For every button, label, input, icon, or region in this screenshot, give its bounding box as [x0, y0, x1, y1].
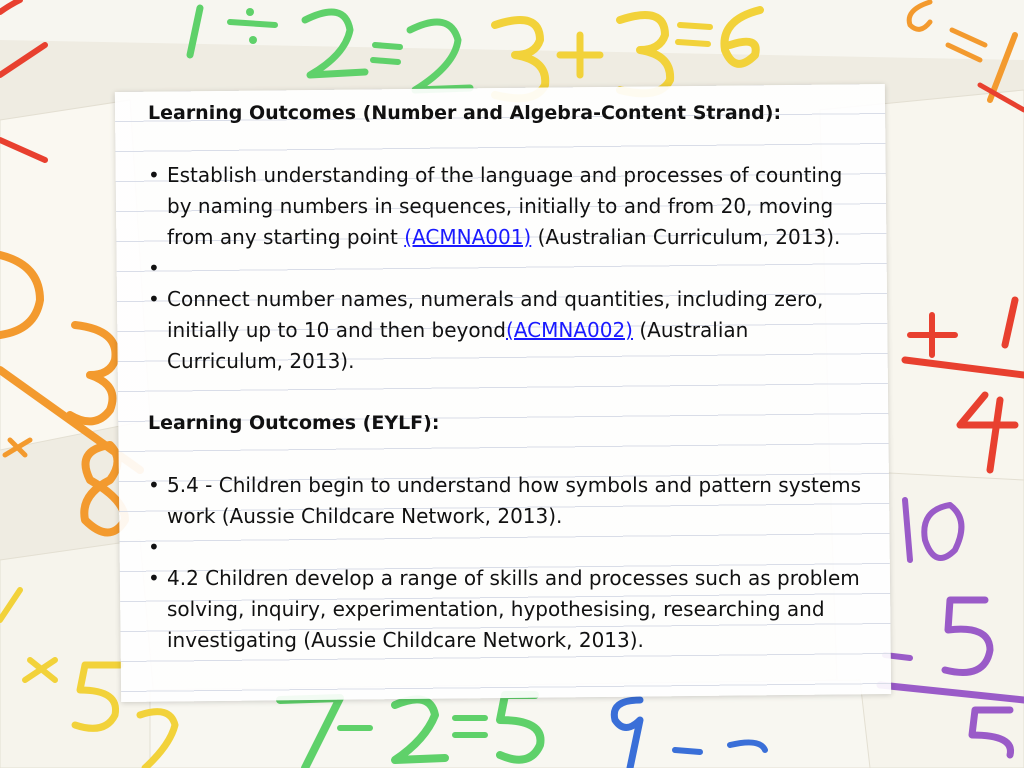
list-item: • Connect number names, numerals and quantities, including zero, initially up to 10 and then beyond(ACMNA002) (Australian Curriculum, 2013).	[148, 284, 868, 377]
acmna002-link[interactable]: (ACMNA002)	[506, 318, 633, 342]
section-heading-eylf: Learning Outcomes (EYLF):	[148, 412, 440, 434]
eylf-outcomes-list	[148, 470, 868, 656]
list-spacer	[148, 253, 868, 284]
list-item: • 4.2 Children develop a range of skills and processes such as problem solving, inquiry, experimentation, hypothesising, researching and investigating (Aussie Childcare Network, 2013).	[148, 563, 868, 656]
acmna001-link[interactable]: (ACMNA001)	[404, 225, 532, 249]
number-algebra-outcomes-list	[148, 160, 868, 377]
slide-content	[148, 98, 868, 656]
section-heading-number-algebra: Learning Outcomes (Number and Algebra-Content Strand):	[148, 102, 782, 124]
list-item: • 5.4 - Children begin to understand how symbols and pattern systems work (Aussie Childcare Network, 2013).	[148, 470, 868, 532]
list-item: • Establish understanding of the language and processes of counting by naming numbers in sequences, initially to and from 20, moving from any starting point (ACMNA001) (Australian Curriculum, 2013).	[148, 160, 868, 253]
list-spacer	[148, 532, 868, 563]
